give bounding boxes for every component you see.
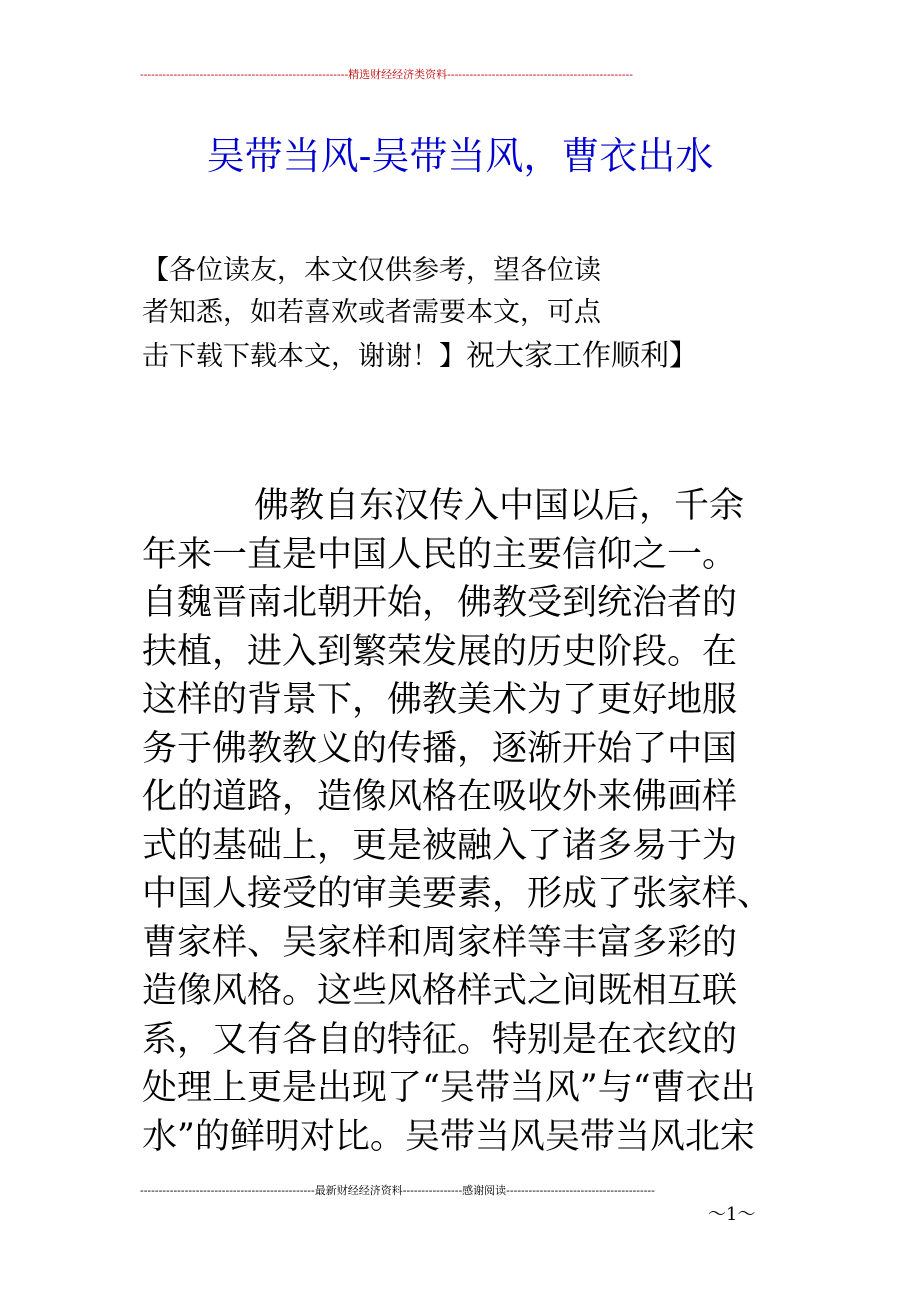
body-line: 务于佛教教义的传播，逐渐开始了中国 [142,728,738,769]
header-dashes-left: -------------------------------------------------------- [140,68,349,81]
body-line: 自魏晋南北朝开始，佛教受到统治者的 [142,583,738,623]
footer-dashes-mid: ---------------- [402,1184,463,1197]
header-rule [140,68,736,82]
footer-label-2: 感谢阅读 [462,1184,507,1197]
footer-dashes-left: ----------------------------------------------- [140,1184,315,1197]
body-line: 佛教自东汉传入中国以后，千余 [254,486,745,526]
body-line: 化的道路，造像风格在吸收外来佛画样 [142,777,738,817]
body-paragraph [142,482,782,1161]
body-line: 中国人接受的审美要素，形成了张家样、 [142,874,773,914]
notice-line-last [142,334,742,378]
body-line: 处理上更是出现了“吴带当风”与“曹衣出 [142,1068,756,1108]
body-line: 年来一直是中国人民的主要信仰之一。 [142,534,738,575]
reader-notice [142,250,742,378]
document-title: 吴带当风-吴带当风，曹衣出水 [206,134,714,178]
body-line: 式的基础上，更是被融入了诸多易于为 [142,825,738,866]
body-line: 系，又有各自的特征。特别是在衣纹的 [142,1019,738,1060]
body-line: 这样的背景下，佛教美术为了更好地服 [142,680,738,720]
header-label: 精选财经经济类资料 [348,68,448,81]
footer-label-1: 最新财经经济资料 [314,1184,403,1197]
body-line: 扶植，进入到繁荣发展的历史阶段。在 [142,631,738,672]
notice-line: 【各位读友，本文仅供参考，望各位读 [142,255,601,286]
notice-tail: 祝大家工作顺利】 [466,338,699,372]
body-line: 造像风格。这些风格样式之间既相互联 [142,971,738,1011]
page-number: ～1～ [708,1204,756,1225]
notice-line: 者知悉，如若喜欢或者需要本文，可点 [142,297,601,328]
header-dashes-right: -------------------------------------------------- [447,68,633,81]
notice-line-text: 击下载下载本文，谢谢！】 [142,341,466,372]
footer-dashes-right: ---------------------------------------- [506,1184,655,1197]
footer-rule [140,1184,764,1198]
body-line: 水”的鲜明对比。吴带当风吴带当风北宋 [142,1116,755,1157]
body-line: 曹家样、吴家样和周家样等丰富多彩的 [142,922,738,963]
